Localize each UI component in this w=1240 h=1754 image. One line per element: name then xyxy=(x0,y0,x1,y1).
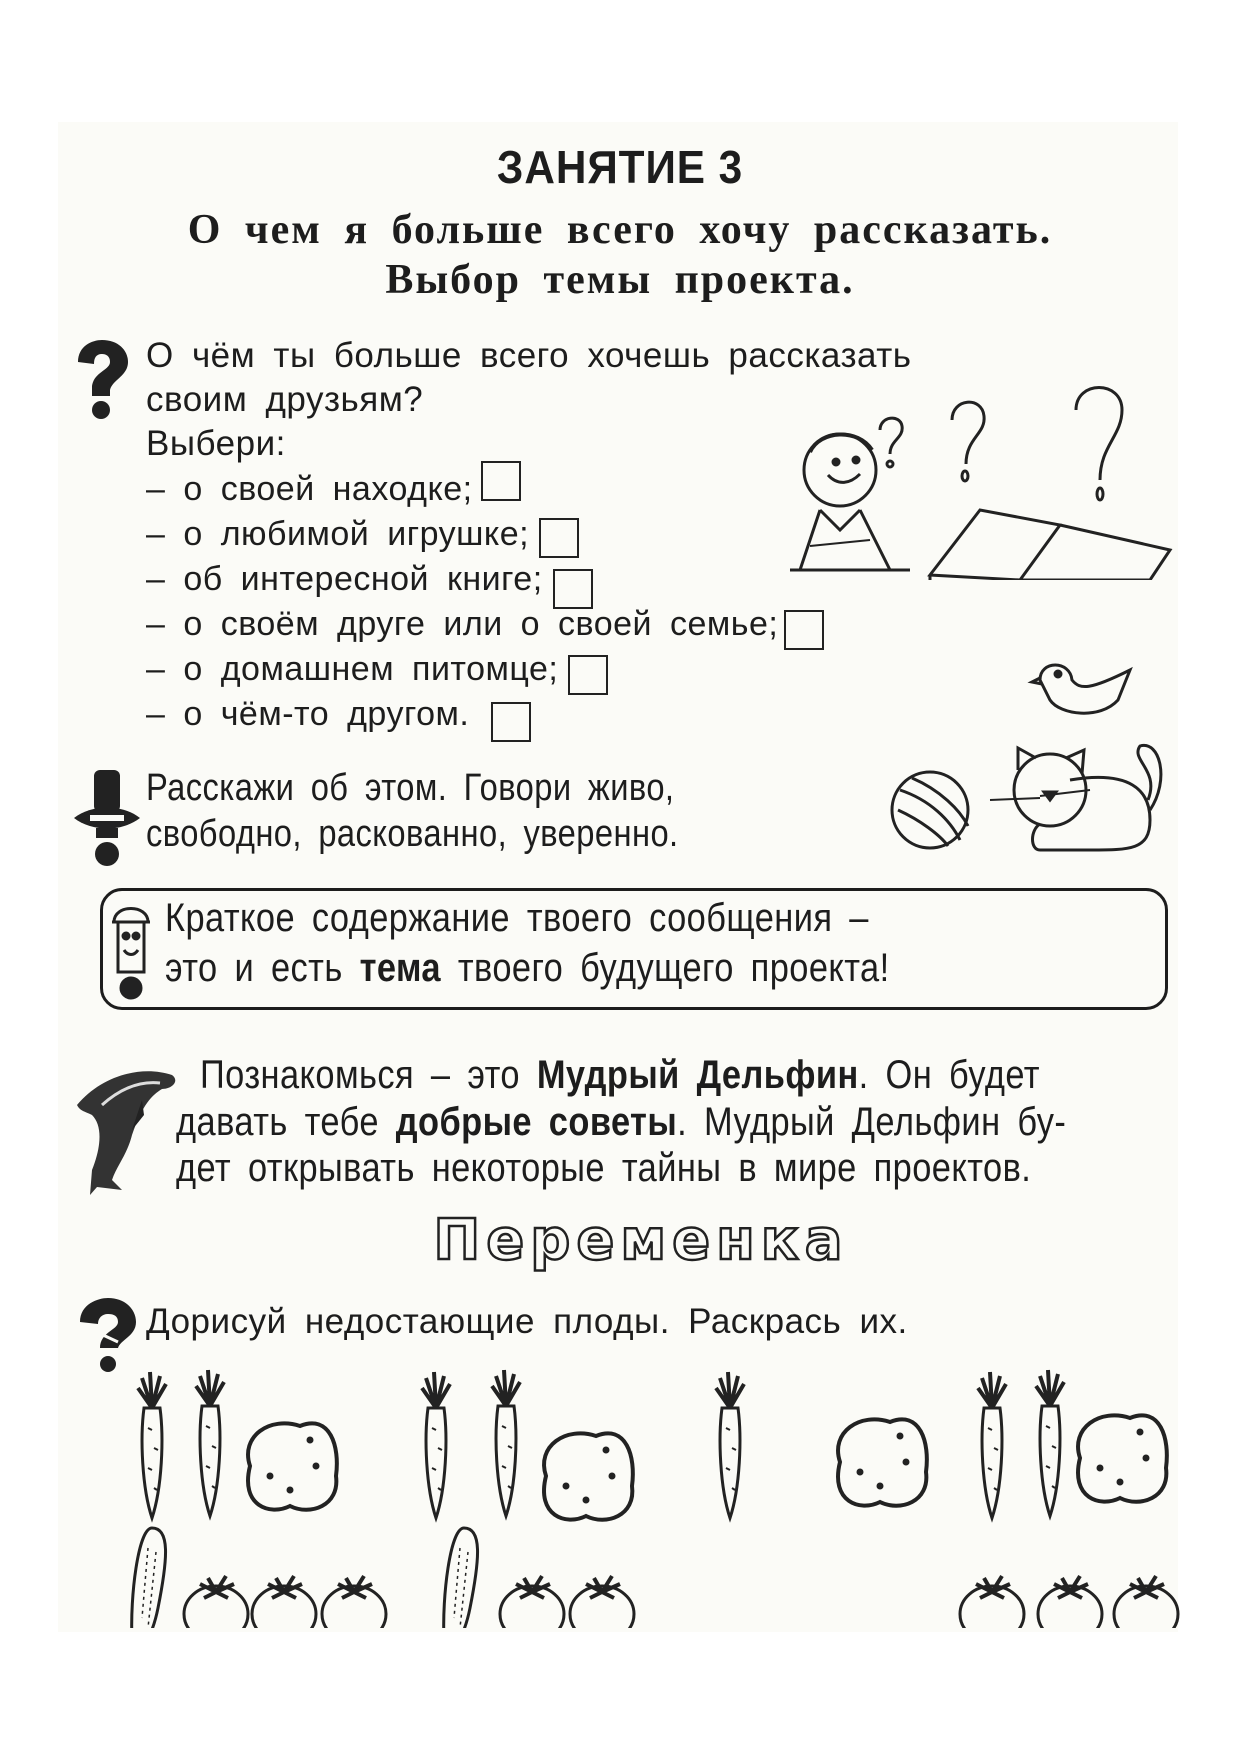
potato-icon xyxy=(1078,1415,1167,1501)
speak-line1: Расскажи об этом. Говори живо, xyxy=(146,767,675,809)
task-text: Дорисуй недостающие плоды. Раскрась их. xyxy=(146,1302,908,1341)
dolphin-line1 xyxy=(200,1053,1040,1097)
open-book-icon xyxy=(930,510,1170,580)
potato-icon xyxy=(838,1419,927,1505)
option-label: – о своём друге или о своей семье; xyxy=(146,605,779,643)
option-checkbox[interactable] xyxy=(539,518,579,558)
good-advice-phrase: добрые советы xyxy=(395,1100,678,1144)
carrot-icon xyxy=(492,1370,520,1516)
exclamation-lips-icon xyxy=(72,770,142,868)
tomato-icon xyxy=(570,1576,634,1628)
option-row-toy xyxy=(146,515,579,556)
choose-prompt: Выбери: xyxy=(146,424,286,463)
tomato-icon xyxy=(322,1576,386,1628)
exclamation-character-icon xyxy=(108,900,154,1002)
tomato-icon xyxy=(184,1576,248,1628)
carrot-icon xyxy=(1036,1370,1064,1516)
note-line2-start: это и есть xyxy=(165,946,360,990)
carrot-icon xyxy=(422,1372,450,1518)
question-mark-icon xyxy=(70,340,132,420)
boy-icon xyxy=(790,434,910,570)
question-line1: О чём ты больше всего хочешь рассказать xyxy=(146,336,912,375)
dolphin-line3: дет открывать некоторые тайны в мире проектов. xyxy=(176,1146,1032,1190)
ball-icon xyxy=(892,772,968,848)
option-label: – о любимой игрушке; xyxy=(146,515,530,553)
cucumber-icon xyxy=(132,1528,166,1628)
bird-icon xyxy=(1032,665,1130,713)
option-checkbox[interactable] xyxy=(784,610,824,650)
option-checkbox[interactable] xyxy=(568,655,608,695)
carrot-icon xyxy=(978,1372,1006,1518)
option-checkbox[interactable] xyxy=(553,569,593,609)
tomato-icon xyxy=(1038,1576,1102,1628)
break-heading: Переменка xyxy=(433,1208,849,1273)
question-marks-icon xyxy=(880,388,1122,501)
note-line2 xyxy=(165,946,890,990)
dolphin-line1-start: Познакомься – это xyxy=(200,1053,537,1097)
tomato-icon xyxy=(500,1576,564,1628)
option-row-friend-family xyxy=(146,605,824,646)
option-row-other xyxy=(146,695,531,736)
lesson-title: ЗАНЯТИЕ 3 xyxy=(496,141,744,193)
option-checkbox[interactable] xyxy=(481,461,521,501)
dolphin-line2-end: . Мудрый Дельфин бу- xyxy=(677,1100,1067,1144)
question-line2: своим друзьям? xyxy=(146,380,424,419)
option-label: – о чём-то другом. xyxy=(146,695,470,733)
option-checkbox[interactable] xyxy=(491,702,531,742)
note-line1: Краткое содержание твоего сообщения – xyxy=(165,896,869,940)
option-row-book xyxy=(146,560,593,601)
dolphin-line2-start: давать тебе xyxy=(176,1100,396,1144)
option-label: – о своей находке; xyxy=(146,470,473,508)
option-row-pet xyxy=(146,650,608,691)
dolphin-line1-end: . Он будет xyxy=(858,1053,1040,1097)
cat-icon xyxy=(990,745,1161,850)
potato-icon xyxy=(544,1433,633,1519)
pets-illustration xyxy=(890,650,1180,860)
tomato-icon xyxy=(252,1576,316,1628)
option-label: – о домашнем питомце; xyxy=(146,650,559,688)
tomato-icon xyxy=(1114,1576,1178,1628)
pencil-question-icon xyxy=(74,1298,140,1376)
wise-dolphin-name: Мудрый Дельфин xyxy=(536,1053,859,1097)
option-label: – об интересной книге; xyxy=(146,560,543,598)
note-keyword-topic: тема xyxy=(359,946,441,990)
cucumber-icon xyxy=(444,1528,478,1628)
carrot-icon xyxy=(716,1372,744,1518)
note-line2-end: твоего будущего проекта! xyxy=(440,946,890,990)
option-row-find xyxy=(146,470,521,511)
carrot-icon xyxy=(138,1372,166,1518)
lesson-subtitle-line1: О чем я больше всего хочу рассказать. xyxy=(187,207,1053,253)
boy-book-illustration xyxy=(780,380,1180,580)
tomato-icon xyxy=(960,1576,1024,1628)
dolphin-icon xyxy=(72,1055,182,1195)
carrot-icon xyxy=(196,1370,224,1516)
potato-icon xyxy=(248,1423,337,1509)
dolphin-line2 xyxy=(176,1100,1066,1144)
lesson-subtitle-line2: Выбор темы проекта. xyxy=(385,257,855,303)
speak-line2: свободно, раскованно, уверенно. xyxy=(146,813,679,855)
